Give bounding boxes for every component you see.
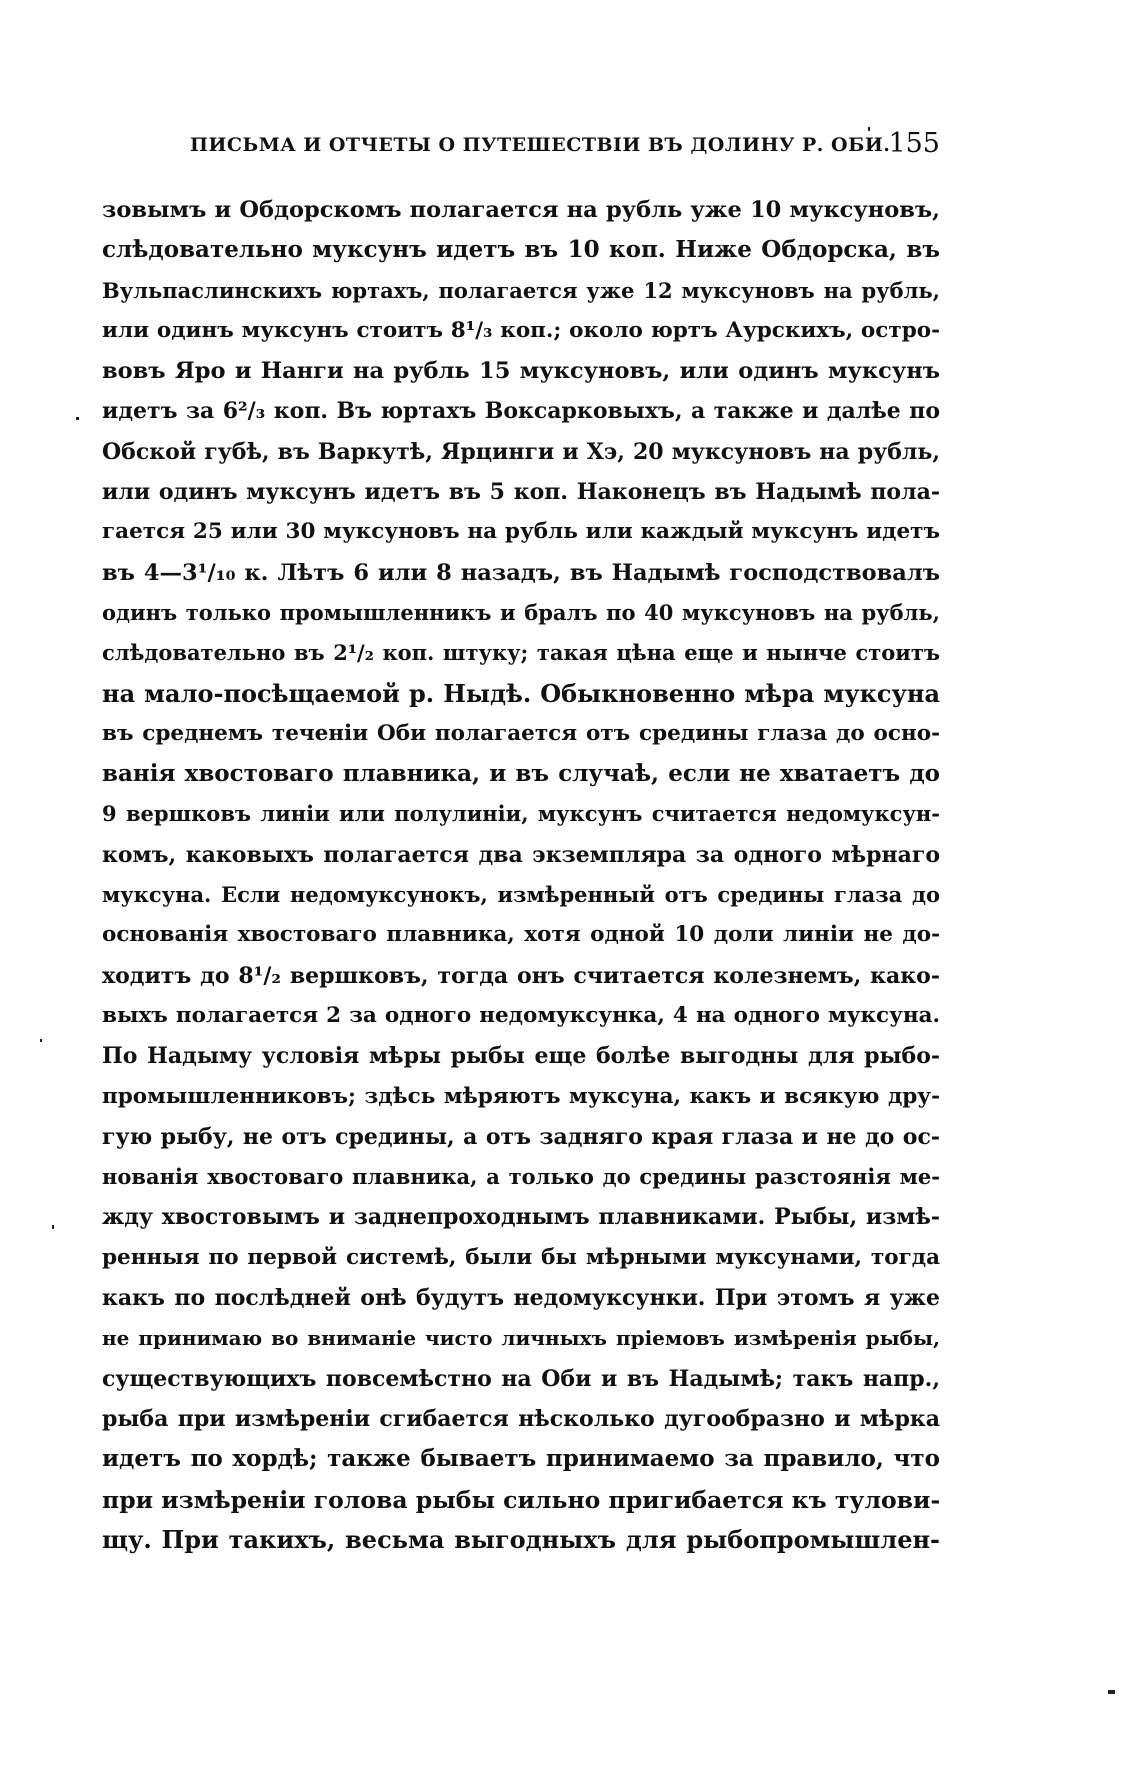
- text-line: при измѣреніи голова рыбы сильно пригибается къ тулови-: [102, 1485, 940, 1514]
- text-line: или одинъ муксунъ стоитъ 8¹/₃ коп.; около юртъ Аурскихъ, остро-: [102, 317, 940, 343]
- text-line: 9 вершковъ линіи или полулиніи, муксунъ считается недомуксун-: [102, 801, 940, 827]
- scan-speck: [1108, 1690, 1115, 1694]
- text-line: вовъ Яро и Нанги на рубль 15 муксуновъ, или одинъ муксунъ: [102, 358, 940, 385]
- text-line: какъ по послѣдней онѣ будутъ недомуксунки. При этомъ я уже: [102, 1285, 940, 1312]
- text-line: основанія хвостоваго плавника, хотя одной 10 доли линіи не до-: [102, 922, 940, 948]
- text-line: въ среднемъ теченіи Оби полагается отъ средины глаза до осно-: [102, 720, 940, 746]
- page-header: [190, 128, 940, 168]
- text-line: нованія хвостоваго плавника, а только до средины разстоянія ме-: [102, 1164, 940, 1190]
- text-line: гую рыбу, не отъ средины, а отъ задняго края глаза и не до ос-: [102, 1123, 940, 1150]
- text-line: муксуна. Если недомуксунокъ, измѣренный отъ средины глаза до: [102, 882, 940, 908]
- scan-speck: [76, 417, 79, 420]
- text-line: По Надыму условія мѣры рыбы еще болѣе выгодны для рыбо-: [102, 1043, 940, 1070]
- text-line: выхъ полагается 2 за одного недомуксунка, 4 на одного муксуна.: [102, 1002, 940, 1028]
- scan-speck: [40, 1039, 42, 1042]
- text-line: или одинъ муксунъ идетъ въ 5 коп. Наконецъ въ Надымѣ пола-: [102, 479, 940, 506]
- text-line: ренныя по первой системѣ, были бы мѣрными муксунами, тогда: [102, 1244, 940, 1270]
- body-text: [102, 190, 940, 1560]
- scan-speck: [868, 127, 870, 131]
- text-line: гается 25 или 30 муксуновъ на рубль или каждый муксунъ идетъ: [102, 519, 940, 545]
- text-line: не принимаю во вниманіе чисто личныхъ пріемовъ измѣренія рыбы,: [102, 1326, 940, 1351]
- text-line: существующихъ повсемѣстно на Оби и въ Надымѣ; такъ напр.,: [102, 1365, 940, 1392]
- text-line: зовымъ и Обдорскомъ полагается на рубль уже 10 муксуновъ,: [102, 197, 940, 223]
- text-line: идетъ по хордѣ; также бываетъ принимаемо за правило, что: [102, 1445, 940, 1473]
- text-line: Обской губѣ, въ Варкутѣ, Ярцинги и Хэ, 20 муксуновъ на рубль,: [102, 438, 940, 465]
- text-line: комъ, каковыхъ полагается два экземпляра за одного мѣрнаго: [102, 841, 940, 868]
- text-line: одинъ только промышленникъ и бралъ по 40 муксуновъ на рубль,: [102, 599, 940, 625]
- page-number: 155: [888, 128, 940, 159]
- text-line: Вульпаслинскихъ юртахъ, полагается уже 12 муксуновъ на рубль,: [102, 277, 940, 303]
- scan-speck: [52, 1225, 54, 1229]
- running-head: ПИСЬМА И ОТЧЕТЫ О ПУТЕШЕСТВІИ ВЪ ДОЛИНУ Р. ОБИ.: [190, 134, 891, 156]
- text-line: идетъ за 6²/₃ коп. Въ юртахъ Воксарковыхъ, а также и далѣе по: [102, 398, 940, 425]
- text-line: рыба при измѣреніи сгибается нѣсколько дугообразно и мѣрка: [102, 1405, 940, 1432]
- text-line: слѣдовательно муксунъ идетъ въ 10 коп. Ниже Обдорска, въ: [102, 236, 940, 264]
- text-line: промышленниковъ; здѣсь мѣряютъ муксуна, какъ и всякую дру-: [102, 1083, 940, 1109]
- text-line: ходитъ до 8¹/₂ вершковъ, тогда онъ считается колезнемъ, како-: [102, 962, 940, 989]
- text-line: слѣдовательно въ 2¹/₂ коп. штуку; такая цѣна еще и нынче стоитъ: [102, 640, 940, 666]
- text-line: въ 4—3¹/₁₀ к. Лѣтъ 6 или 8 назадъ, въ Надымѣ господствовалъ: [102, 559, 940, 586]
- text-line: на мало-посѣщаемой р. Ныдѣ. Обыкновенно мѣра муксуна: [102, 678, 940, 708]
- text-line: жду хвостовымъ и заднепроходнымъ плавниками. Рыбы, измѣ-: [102, 1204, 940, 1231]
- text-line: ванія хвостоваго плавника, и въ случаѣ, если не хватаетъ до: [102, 760, 940, 788]
- text-line: щу. При такихъ, весьма выгодныхъ для рыбопромышлен-: [102, 1524, 940, 1554]
